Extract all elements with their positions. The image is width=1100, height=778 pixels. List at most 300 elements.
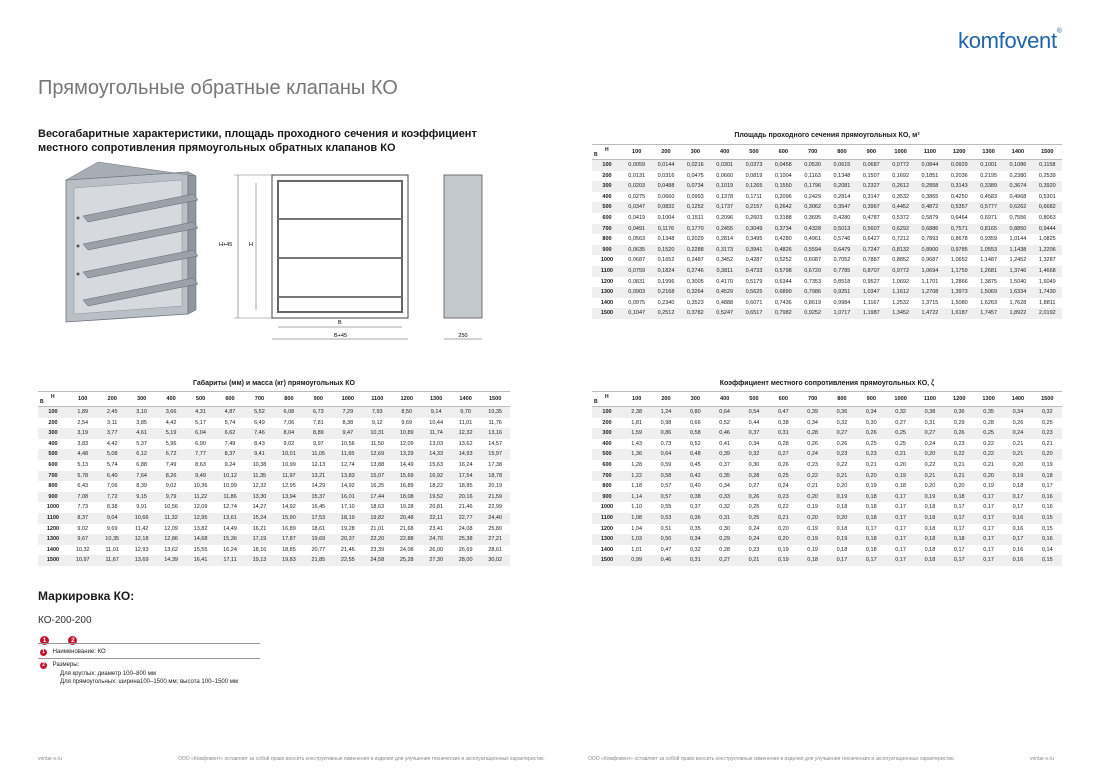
column-header: 1000 <box>894 396 907 402</box>
table-cell: 25,80 <box>488 525 503 532</box>
table-cell: 0,9984 <box>833 299 851 306</box>
table-cell: 17,87 <box>274 534 303 545</box>
table-cell: 9,02 <box>283 440 295 447</box>
coef-table <box>592 391 1062 566</box>
column-header: 200 <box>107 396 117 402</box>
table-cell: 0,4583 <box>980 193 998 200</box>
table-cell: 0,17 <box>895 525 906 532</box>
table-cell: 0,0059 <box>622 160 651 171</box>
table-cell: 12,18 <box>127 534 156 545</box>
table-cell: 0,8850 <box>1003 224 1032 235</box>
row-header: 400 <box>48 440 58 447</box>
table-cell: 6,40 <box>97 471 126 482</box>
table-cell: 14,92 <box>282 504 296 511</box>
column-header: 1100 <box>923 149 937 155</box>
table-cell: 16,89 <box>282 525 296 532</box>
table-cell: 0,20 <box>1033 449 1062 460</box>
table-cell: 1,1438 <box>1003 245 1032 256</box>
table-cell: 0,7571 <box>945 224 974 235</box>
table-cell: 13,16 <box>480 428 510 439</box>
page-title: Прямоугольные обратные клапаны КО <box>38 77 398 99</box>
table-cell: 0,15 <box>1033 555 1062 566</box>
table-cell: 2,54 <box>77 419 89 426</box>
table-cell: 0,2081 <box>827 181 856 192</box>
table-cell: 0,5301 <box>1038 193 1056 200</box>
table-cell: 1,22 <box>622 471 651 482</box>
table-cell: 1,03 <box>622 534 651 545</box>
table-cell: 0,23 <box>827 449 856 460</box>
table-cell: 0,26 <box>807 440 818 447</box>
table-cell: 0,4529 <box>710 287 739 298</box>
table-cell: 0,22 <box>924 461 936 468</box>
table-row <box>592 449 1062 460</box>
table-cell: 0,64 <box>710 407 739 418</box>
table-cell: 0,17 <box>1003 534 1032 545</box>
table-cell: 0,5625 <box>739 287 768 298</box>
table-cell: 0,1770 <box>681 224 710 235</box>
column-header: 1500 <box>488 396 502 402</box>
table-cell: 0,18 <box>857 534 886 545</box>
table-cell: 0,2340 <box>657 299 675 306</box>
table-cell: 0,52 <box>719 419 730 426</box>
table-cell: 22,11 <box>421 513 450 524</box>
table-cell: 15,90 <box>274 513 303 524</box>
table-cell: 7,49 <box>224 440 236 447</box>
table-row <box>38 534 510 545</box>
table-cell: 0,17 <box>886 555 915 566</box>
marking-item-1-label: Наименование: КО <box>52 649 106 655</box>
table-cell: 0,21 <box>1003 449 1032 460</box>
table-cell: 1,0652 <box>950 257 968 264</box>
table-cell: 0,32 <box>719 504 730 511</box>
table-cell: 16,92 <box>421 471 450 482</box>
table-cell: 4,31 <box>186 407 215 418</box>
table-cell: 0,22 <box>836 461 848 468</box>
table-cell: 18,16 <box>252 546 267 553</box>
table-cell: 22,20 <box>363 534 392 545</box>
table-cell: 5,17 <box>195 419 206 426</box>
table-cell: 0,8518 <box>833 278 851 285</box>
table-cell: 0,17 <box>945 513 974 524</box>
table-cell: 9,69 <box>401 419 413 426</box>
table-cell: 0,27 <box>748 483 760 490</box>
table-cell: 9,69 <box>106 525 118 532</box>
table-cell: 18,22 <box>429 483 444 490</box>
table-cell: 0,2539 <box>1038 172 1056 179</box>
table-cell: 21,01 <box>370 525 385 532</box>
table-cell: 14,93 <box>451 449 480 460</box>
column-header: 500 <box>749 396 759 402</box>
marking-item-2-line2: Для прямоугольных: ширина100–1500 мм; высота 100–1500 мм <box>60 679 239 685</box>
table-cell: 0,1252 <box>681 202 710 213</box>
table-cell: 6,73 <box>304 407 333 418</box>
table-cell: 1,2452 <box>1009 257 1027 264</box>
column-header: 300 <box>690 396 700 402</box>
table-cell: 0,1001 <box>974 160 1003 171</box>
table-cell: 0,18 <box>857 513 886 524</box>
table-cell: 0,18 <box>836 546 848 553</box>
table-cell: 10,56 <box>164 504 178 511</box>
table-cell: 0,2429 <box>804 193 822 200</box>
table-cell: 0,35 <box>689 525 701 532</box>
table-cell: 0,22 <box>945 449 974 460</box>
table-cell: 0,2029 <box>686 236 704 243</box>
row-header: 1400 <box>46 546 60 553</box>
table-cell: 0,5247 <box>710 308 739 319</box>
column-header: 600 <box>225 396 235 402</box>
marking-item-2 <box>40 661 79 670</box>
column-header: 400 <box>166 396 176 402</box>
table-cell: 0,4961 <box>804 236 822 243</box>
table-row <box>592 181 1062 192</box>
table-cell: 3,83 <box>77 440 89 447</box>
corner-h-label: H <box>51 394 55 400</box>
table-cell: 0,24 <box>739 534 768 545</box>
table-cell: 0,47 <box>660 546 672 553</box>
column-header: 600 <box>778 149 788 155</box>
table-cell: 0,2603 <box>745 214 763 221</box>
table-cell: 8,89 <box>304 428 333 439</box>
table-cell: 0,27 <box>915 428 944 439</box>
table-cell: 0,19 <box>769 555 798 566</box>
marking-badges <box>40 629 77 647</box>
table-cell: 17,11 <box>215 555 244 566</box>
table-cell: 19,69 <box>304 534 333 545</box>
table-cell: 0,25 <box>974 428 1003 439</box>
table-cell: 0,0635 <box>622 245 651 256</box>
table-cell: 0,32 <box>836 419 848 426</box>
table-cell: 0,5607 <box>857 224 886 235</box>
table-cell: 15,63 <box>429 461 444 468</box>
table-cell: 0,16 <box>1033 534 1062 545</box>
table-cell: 0,1004 <box>657 214 675 221</box>
table-row <box>38 545 510 556</box>
table-row <box>592 513 1062 524</box>
table-cell: 0,1550 <box>769 181 798 192</box>
dim-b45-label: B+45 <box>334 333 347 339</box>
column-header: 1200 <box>400 396 413 402</box>
table-cell: 9,02 <box>165 483 177 490</box>
table-cell: 0,30 <box>719 525 730 532</box>
table-cell: 1,1487 <box>980 257 998 264</box>
table-cell: 1,04 <box>631 525 643 532</box>
table-cell: 0,16 <box>1003 555 1032 566</box>
table-cell: 0,46 <box>651 555 680 566</box>
footer-site-left[interactable]: ventar-s.ru <box>38 756 62 762</box>
footer-site-right[interactable]: ventar-s.ru <box>1030 756 1054 762</box>
table-cell: 0,3389 <box>974 181 1003 192</box>
table-cell: 0,5179 <box>745 278 763 285</box>
table-cell: 0,9252 <box>798 308 827 319</box>
table-cell: 0,6464 <box>950 214 968 221</box>
table-cell: 0,17 <box>953 525 965 532</box>
table-row <box>38 492 510 503</box>
table-cell: 0,3782 <box>681 308 710 319</box>
table-cell: 0,26 <box>945 428 974 439</box>
table-cell: 17,19 <box>245 534 274 545</box>
table-cell: 0,0458 <box>769 160 798 171</box>
table-cell: 6,88 <box>136 461 147 468</box>
table-cell: 0,20 <box>1012 461 1024 468</box>
table-cell: 0,9444 <box>1033 224 1062 235</box>
table-cell: 1,01 <box>631 546 643 553</box>
table-cell: 19,13 <box>245 555 274 566</box>
table-cell: 0,0301 <box>710 160 739 171</box>
table-cell: 18,85 <box>282 546 296 553</box>
table-cell: 11,22 <box>186 492 215 503</box>
table-cell: 12,95 <box>282 483 296 490</box>
table-row <box>592 524 1062 535</box>
damper-drawings <box>38 160 490 348</box>
table-cell: 12,09 <box>164 525 178 532</box>
table-cell: 0,8165 <box>974 224 1003 235</box>
table-cell: 0,32 <box>739 449 768 460</box>
row-header: 700 <box>592 224 622 235</box>
table-cell: 6,43 <box>77 483 89 490</box>
table-cell: 0,24 <box>924 440 936 447</box>
table-cell: 0,0687 <box>857 160 886 171</box>
column-header: 1000 <box>341 396 355 402</box>
table-cell: 20,48 <box>392 513 421 524</box>
table-cell: 5,74 <box>224 419 236 426</box>
table-cell: 5,13 <box>77 461 89 468</box>
table-cell: 0,27 <box>769 449 798 460</box>
table-cell: 24,08 <box>458 525 473 532</box>
table-row <box>592 287 1062 298</box>
table-row <box>592 308 1062 319</box>
table-cell: 1,2206 <box>1033 245 1062 256</box>
table-cell: 0,28 <box>777 440 789 447</box>
table-cell: 0,30 <box>748 461 760 468</box>
table-cell: 0,17 <box>983 546 994 553</box>
table-cell: 0,21 <box>1041 440 1053 447</box>
corner-h-label: H <box>605 394 609 400</box>
section-title: Весогабаритные характеристики, площадь проходного сечения и коэффициент местного сопротивления прямоугольных обратных клапанов КО <box>38 128 477 154</box>
table-cell: 0,37 <box>689 504 701 511</box>
table-cell: 13,82 <box>193 525 208 532</box>
table-cell: 0,16 <box>1041 504 1053 511</box>
table-cell: 11,50 <box>370 440 384 447</box>
table-cell: 0,16 <box>1003 513 1032 524</box>
table-cell: 0,19 <box>827 534 856 545</box>
table-cell: 0,0530 <box>798 160 827 171</box>
table-cell: 1,3973 <box>945 287 974 298</box>
table-cell: 18,78 <box>480 471 510 482</box>
table-cell: 16,21 <box>252 525 267 532</box>
table-cell: 18,19 <box>333 513 362 524</box>
table-cell: 0,6427 <box>862 236 880 243</box>
column-header: 700 <box>254 396 265 402</box>
footer-disclaimer-right: ООО «Комфовент» оставляет за собой право вносить конструктивные изменения в изделия для улучшения технических и эксплуатационных характеристик. <box>588 756 955 762</box>
row-header: 1400 <box>600 299 614 306</box>
table-cell: 18,61 <box>311 525 326 532</box>
table-cell: 0,54 <box>739 407 768 418</box>
table-cell: 17,54 <box>451 471 480 482</box>
table-cell: 1,2866 <box>950 278 968 285</box>
table-cell: 0,18 <box>915 555 944 566</box>
table-cell: 9,91 <box>136 504 147 511</box>
table-cell: 0,6479 <box>827 245 856 256</box>
table-cell: 0,19 <box>798 534 827 545</box>
table-cell: 0,1796 <box>798 181 827 192</box>
table-cell: 6,04 <box>186 428 215 439</box>
coef-table-title: Коэффициент местного сопротивления прямоугольных КО, ζ <box>719 380 935 387</box>
table-cell: 0,2512 <box>651 308 680 319</box>
divider <box>38 643 260 644</box>
table-cell: 0,38 <box>777 419 789 426</box>
table-cell: 28,61 <box>488 546 503 553</box>
table-cell: 10,99 <box>282 461 296 468</box>
table-cell: 12,69 <box>363 449 392 460</box>
table-cell: 11,65 <box>333 449 362 460</box>
table-cell: 7,06 <box>283 419 295 426</box>
table-cell: 12,93 <box>134 546 149 553</box>
table-cell: 1,36 <box>622 449 651 460</box>
table-row <box>592 407 1062 418</box>
table-cell: 13,21 <box>304 471 333 482</box>
table-cell: 0,31 <box>681 555 710 566</box>
table-cell: 9,47 <box>333 428 362 439</box>
table-cell: 22,77 <box>451 513 480 524</box>
table-cell: 0,26 <box>836 440 848 447</box>
table-cell: 0,1692 <box>892 172 910 179</box>
table-cell: 0,73 <box>660 440 672 447</box>
row-header: 200 <box>602 419 612 426</box>
table-cell: 0,1158 <box>1033 160 1062 171</box>
table-cell: 0,22 <box>798 471 827 482</box>
table-cell: 20,37 <box>333 534 362 545</box>
table-cell: 0,7986 <box>798 287 827 298</box>
table-cell: 0,9687 <box>921 257 939 264</box>
table-cell: 10,35 <box>97 534 126 545</box>
table-cell: 10,56 <box>340 440 355 447</box>
table-row <box>38 502 510 513</box>
table-cell: 0,9772 <box>886 266 915 277</box>
table-cell: 0,20 <box>915 449 944 460</box>
badge-1-small: 1 <box>40 649 47 656</box>
table-cell: 2,45 <box>97 407 126 418</box>
table-cell: 0,31 <box>924 419 936 426</box>
table-cell: 0,2814 <box>716 236 734 243</box>
table-row <box>38 513 510 524</box>
table-cell: 0,19 <box>777 546 789 553</box>
table-cell: 0,4888 <box>716 299 734 306</box>
table-cell: 3,19 <box>68 428 97 439</box>
table-cell: 14,68 <box>186 534 215 545</box>
table-cell: 1,4668 <box>1033 266 1062 277</box>
table-cell: 0,14 <box>1041 546 1053 553</box>
table-cell: 19,28 <box>340 525 355 532</box>
row-header: 500 <box>592 202 622 213</box>
table-cell: 13,62 <box>458 440 473 447</box>
table-cell: 7,08 <box>68 492 97 503</box>
table-cell: 16,25 <box>370 483 385 490</box>
table-cell: 0,19 <box>807 504 818 511</box>
table-row <box>38 439 510 450</box>
table-cell: 0,4968 <box>1009 193 1027 200</box>
table-cell: 11,01 <box>458 419 473 426</box>
table-cell: 0,0772 <box>886 160 915 171</box>
table-cell: 0,2746 <box>681 266 710 277</box>
table-cell: 15,36 <box>215 534 244 545</box>
table-cell: 0,3695 <box>804 214 822 221</box>
table-cell: 0,22 <box>983 440 994 447</box>
table-row <box>38 407 510 418</box>
column-header: 1000 <box>894 149 907 155</box>
table-cell: 12,74 <box>340 461 355 468</box>
table-cell: 0,7052 <box>833 257 851 264</box>
table-cell: 0,2036 <box>950 172 968 179</box>
table-cell: 8,63 <box>195 461 206 468</box>
row-header: 300 <box>592 428 622 439</box>
table-cell: 21,85 <box>304 555 333 566</box>
table-cell: 7,72 <box>97 492 126 503</box>
table-cell: 9,41 <box>245 449 274 460</box>
table-cell: 0,5777 <box>974 202 1003 213</box>
table-cell: 1,59 <box>622 428 651 439</box>
table-cell: 0,17 <box>974 534 1003 545</box>
brand-logo[interactable]: komfovent® <box>958 28 1062 53</box>
table-cell: 9,97 <box>312 440 324 447</box>
table-cell: 0,18 <box>1033 471 1062 482</box>
table-cell: 0,0844 <box>915 160 944 171</box>
table-cell: 10,99 <box>223 483 237 490</box>
table-cell: 0,1004 <box>774 172 792 179</box>
table-row <box>592 171 1062 182</box>
row-header: 400 <box>602 193 612 200</box>
table-cell: 1,8922 <box>1003 308 1032 319</box>
table-cell: 0,0144 <box>651 160 680 171</box>
table-cell: 0,3811 <box>710 266 739 277</box>
row-header: 1000 <box>600 504 614 511</box>
table-cell: 0,20 <box>769 534 798 545</box>
column-header: 1400 <box>1011 149 1025 155</box>
table-cell: 0,23 <box>857 449 886 460</box>
table-cell: 25,38 <box>451 534 480 545</box>
table-row <box>592 555 1062 566</box>
table-cell: 0,17 <box>974 492 1003 503</box>
table-cell: 0,18 <box>836 525 848 532</box>
table-cell: 0,18 <box>865 546 877 553</box>
column-header: 100 <box>78 396 88 402</box>
table-cell: 0,1652 <box>657 257 675 264</box>
table-cell: 0,34 <box>807 419 818 426</box>
table-cell: 0,1851 <box>921 172 939 179</box>
table-cell: 0,18 <box>915 513 944 524</box>
table-cell: 0,27 <box>895 419 906 426</box>
table-cell: 30,02 <box>480 555 510 566</box>
table-cell: 0,55 <box>660 504 672 511</box>
table-row <box>592 471 1062 482</box>
table-cell: 0,19 <box>807 525 818 532</box>
table-cell: 24,40 <box>480 513 510 524</box>
row-header: 900 <box>592 492 622 503</box>
column-header: 800 <box>837 396 847 402</box>
table-cell: 0,28 <box>798 428 827 439</box>
table-cell: 0,3049 <box>739 224 768 235</box>
table-cell: 0,0475 <box>686 172 704 179</box>
table-cell: 0,18 <box>865 504 877 511</box>
table-cell: 25,28 <box>392 555 421 566</box>
table-cell: 1,43 <box>631 440 643 447</box>
corner-b-label: B <box>594 152 598 158</box>
table-cell: 0,1176 <box>651 224 680 235</box>
row-header: 500 <box>38 449 68 460</box>
table-cell: 0,66 <box>689 419 701 426</box>
table-cell: 0,3920 <box>1033 181 1062 192</box>
table-cell: 0,21 <box>983 461 994 468</box>
table-cell: 11,67 <box>97 555 126 566</box>
